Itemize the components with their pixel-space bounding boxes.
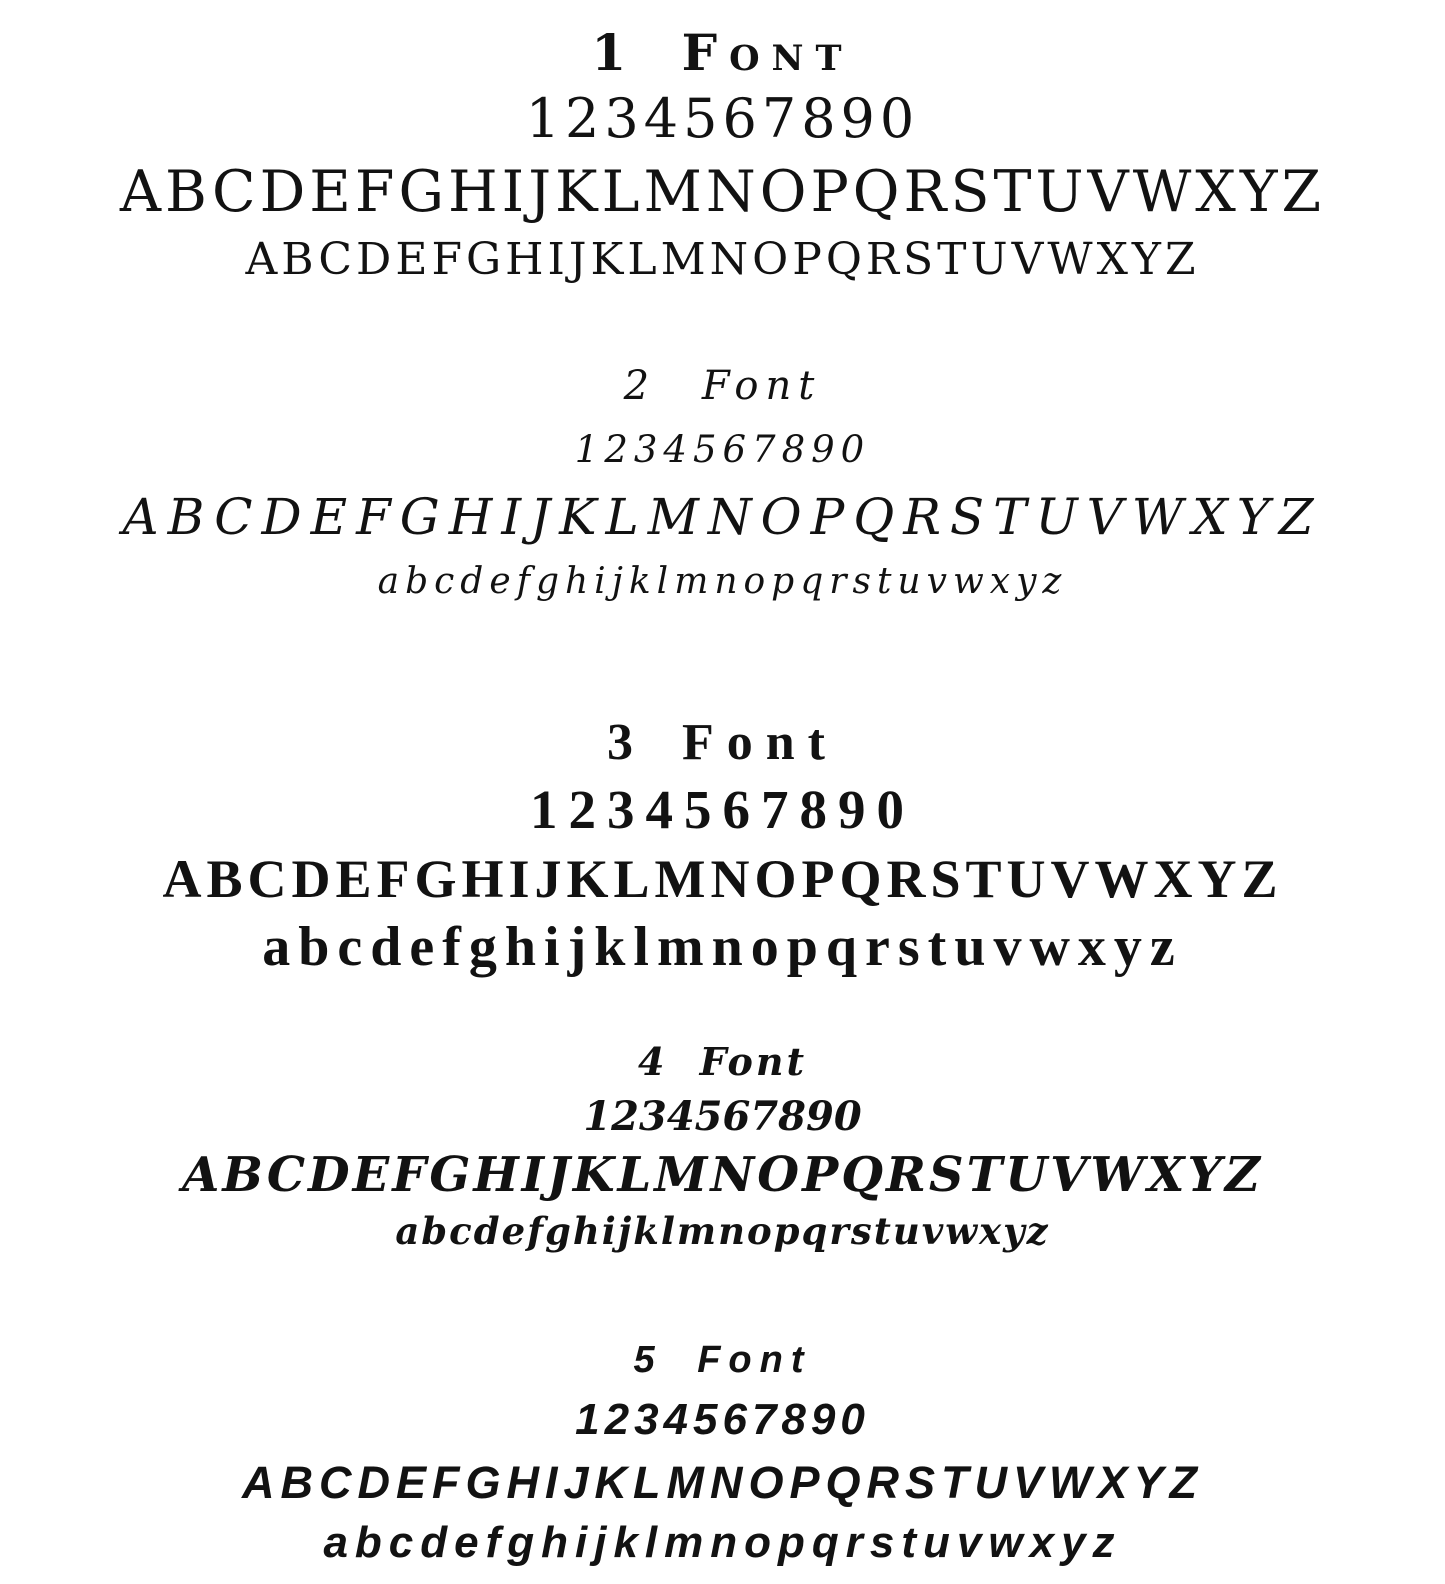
font-5-lowercase: abcdefghijklmnopqrstuvwxyz bbox=[323, 1518, 1122, 1567]
font-1-uppercase: ABCDEFGHIJKLMNOPQRSTUVWXYZ bbox=[119, 159, 1326, 225]
font-3-uppercase: ABCDEFGHIJKLMNOPQRSTUVWXYZ bbox=[162, 849, 1283, 909]
font-5-title: 5 Font bbox=[633, 1339, 812, 1381]
font-4-uppercase: ABCDEFGHIJKLMNOPQRSTUVWXYZ bbox=[182, 1147, 1263, 1203]
font-5-specimen bbox=[0, 1336, 1445, 1572]
font-4-specimen bbox=[0, 1038, 1445, 1256]
font-3-lowercase: abcdefghijklmnopqrstuvwxyz bbox=[262, 916, 1183, 978]
font-4-numbers: 1234567890 bbox=[583, 1093, 862, 1140]
font-1-uppercase-small: ABCDEFGHIJKLMNOPQRSTUVWXYZ bbox=[245, 234, 1200, 285]
font-4-lowercase: abcdefghijklmnopqrstuvwxyz bbox=[395, 1209, 1050, 1253]
font-3-title: 3 Font bbox=[607, 714, 838, 771]
font-2-numbers: 1234567890 bbox=[574, 428, 871, 471]
font-2-uppercase: ABCDEFGHIJKLMNOPQRSTUVWXYZ bbox=[122, 488, 1323, 546]
font-1-specimen bbox=[0, 22, 1445, 288]
font-3-numbers: 1234567890 bbox=[530, 779, 915, 840]
font-4-title: 4 Font bbox=[637, 1039, 808, 1084]
font-2-lowercase: abcdefghijklmnopqrstuvwxyz bbox=[377, 561, 1068, 602]
font-5-numbers: 1234567890 bbox=[575, 1395, 870, 1444]
font-2-title: 2 Font bbox=[623, 363, 822, 409]
font-3-specimen bbox=[0, 712, 1445, 980]
font-1-title: 1 Font bbox=[591, 23, 854, 82]
font-2-specimen bbox=[0, 360, 1445, 610]
font-1-numbers: 1234567890 bbox=[525, 87, 920, 150]
font-5-uppercase: ABCDEFGHIJKLMNOPQRSTUVWXYZ bbox=[241, 1457, 1203, 1508]
